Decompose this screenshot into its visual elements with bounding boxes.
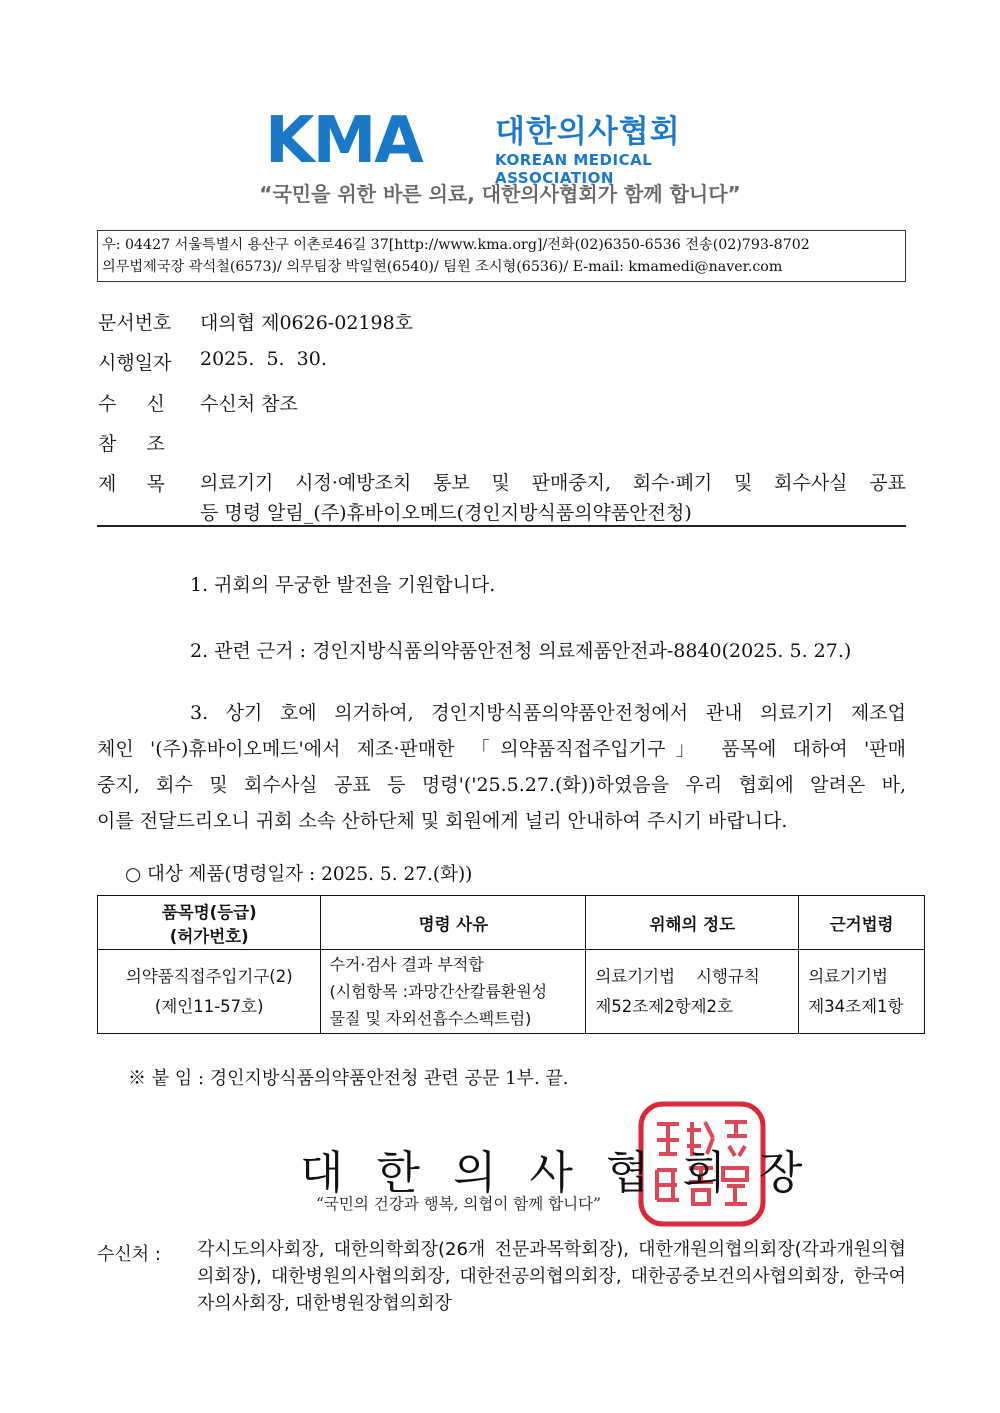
attachment-note: ※ 붙 임 : 경인지방식품의약품안전청 관련 공문 1부. 끝. [128, 1068, 569, 1089]
date-label: 시행일자 [98, 352, 172, 374]
subject-label: 제 목 [98, 473, 165, 495]
closing-motto: “국민의 건강과 행복, 의협이 함께 합니다” [316, 1195, 601, 1213]
doc-number-label: 문서번호 [98, 312, 172, 334]
paragraph-3-line-3: 중지, 회수 및 회수사실 공표 등 명령'('25.5.27.(화))하였음을 우리 협회에 알려온 바, [97, 774, 906, 796]
recipients-label: 수신처 : [97, 1244, 161, 1265]
target-products-header: ○ 대상 제품(명령일자 : 2025. 5. 27.(화)) [125, 864, 473, 885]
subject-line-2: 등 명령 알림_(주)휴바이오메드(경인지방식품의약품안전청) [200, 502, 692, 524]
subject-line-1: 의료기기 시정·예방조치 통보 및 판매중지, 회수·폐기 및 회수사실 공표 [200, 472, 906, 494]
cell-severity: 의료기기법 시행규칙 제52조제2항제2호 [586, 950, 799, 1034]
contact-box [97, 230, 906, 282]
table-row [98, 950, 925, 1034]
paragraph-2: 2. 관련 근거 : 경인지방식품의약품안전청 의료제품안전과-8840(2025. 5. 27.) [190, 640, 852, 662]
org-name-kr: 대한의사협회 [495, 114, 681, 150]
header-law: 근거법령 [799, 896, 925, 950]
header-divider [97, 525, 906, 527]
logo-mark: KMA [265, 104, 422, 178]
contact-line-2: 의무법제국장 곽석철(6573)/ 의무팀장 박일현(6540)/ 팀원 조시형(6536)/ E-mail: kmamedi@naver.com [102, 259, 783, 275]
chairman-title: 대한의사협회장 [300, 1146, 836, 1199]
paragraph-3 [97, 695, 906, 839]
recipient-label: 수 신 [98, 393, 165, 415]
org-name-en: KOREAN MEDICAL ASSOCIATION [495, 151, 653, 187]
reference-label: 참 조 [98, 433, 165, 455]
header-product: 품목명(등급) (허가번호) [98, 896, 321, 950]
header-slogan: “국민을 위한 바른 의료, 대한의사협회가 함께 합니다” [259, 182, 741, 206]
paragraph-3-line-2: 체인 '(주)휴바이오메드'에서 제조·판매한 「의약품직접주입기구」 품목에 대하여 '판매 [97, 738, 906, 760]
product-table [97, 895, 925, 1034]
kma-logo [265, 104, 745, 187]
recipients-list: 각시도의사회장, 대한의학회장(26개 전문과목학회장), 대한개원의협의회장(각과개원의협의회장), 대한병원의사협의회장, 대한전공의협의회장, 대한공중보건의사협의회장, 한국여자의사회장, 대한병원장협의회장 [197, 1239, 906, 1314]
paragraph-1: 1. 귀회의 무궁한 발전을 기원합니다. [190, 574, 496, 596]
cell-law: 의료기기법 제34조제1항 [799, 950, 925, 1034]
doc-number-value: 대의협 제0626-02198호 [200, 312, 414, 334]
subject-value [200, 468, 906, 528]
contact-line-1: 우: 04427 서울특별시 용산구 이촌로46길 37[http://www.kma.org]/전화(02)6350-6536 전송(02)793-8702 [102, 237, 810, 253]
paragraph-3-line-4: 이를 전달드리오니 귀회 소속 산하단체 및 회원에게 널리 안내하여 주시기 바랍니다. [97, 810, 788, 832]
date-value: 2025. 5. 30. [200, 348, 327, 370]
header-severity: 위해의 정도 [586, 896, 799, 950]
cell-product: 의약품직접주입기구(2) (제인11-57호) [98, 950, 321, 1034]
table-header-row [98, 896, 925, 950]
paragraph-3-line-1: 3. 상기 호에 의거하여, 경인지방식품의약품안전청에서 관내 의료기기 제조업 [190, 702, 906, 724]
recipient-value: 수신처 참조 [200, 393, 298, 415]
cell-reason: 수거·검사 결과 부적합 (시험항목 :과망간산칼륨환원성 물질 및 자외선흡수스펙트럼) [321, 950, 586, 1034]
header-reason: 명령 사유 [321, 896, 586, 950]
